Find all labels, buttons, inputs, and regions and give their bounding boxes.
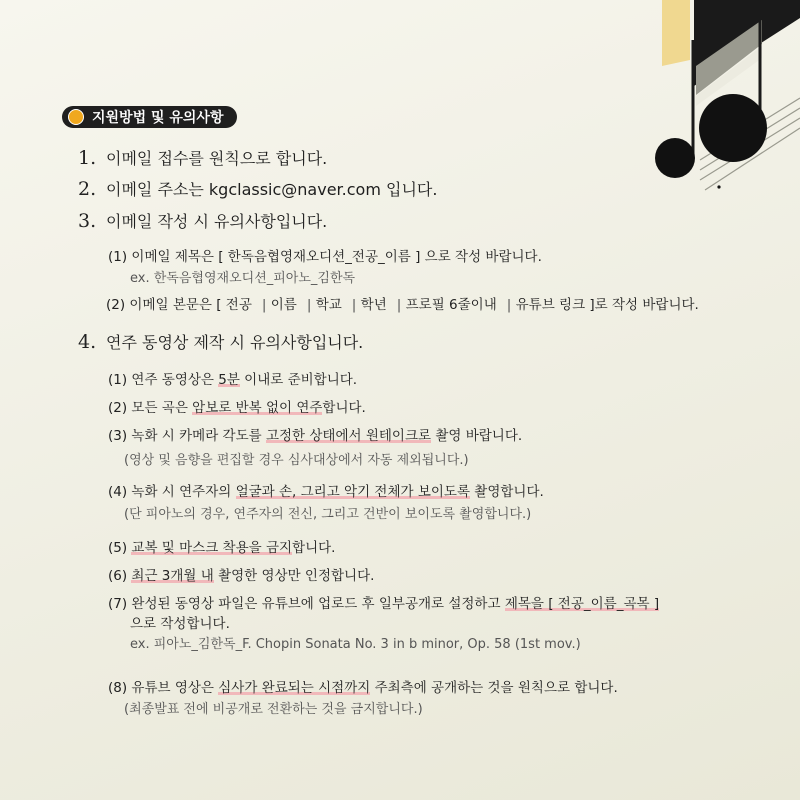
body-rule-part: 학년 bbox=[360, 297, 387, 313]
video-rule-3: (3) 녹화 시 카메라 각도를 고정한 상태에서 원테이크로 촬영 바랍니다. bbox=[108, 428, 523, 444]
bullet-dot-icon bbox=[68, 109, 84, 125]
video-rule-4-note: (단 피아노의 경우, 연주자의 전신, 그리고 건반이 보이도록 촬영합니다.) bbox=[124, 507, 532, 522]
highlight: 얼굴과 손, 그리고 악기 전체가 보이도록 bbox=[235, 484, 470, 500]
item-number: 3. bbox=[78, 210, 97, 232]
section-title: 지원방법 및 유의사항 bbox=[92, 110, 224, 126]
item-text: 연주 동영상 제작 시 유의사항입니다. bbox=[106, 333, 364, 352]
video-rule-7-example: ex. 피아노_김한독_F. Chopin Sonata No. 3 in b minor, Op. 58 (1st mov.) bbox=[130, 637, 581, 652]
list-item-4 bbox=[78, 330, 363, 353]
body-rule-part: 프로필 6줄이내 bbox=[405, 297, 497, 313]
item-number: 2. bbox=[78, 178, 97, 200]
list-item-3 bbox=[78, 209, 327, 232]
video-rule-4: (4) 녹화 시 연주자의 얼굴과 손, 그리고 악기 전체가 보이도록 촬영합니다. bbox=[108, 484, 544, 500]
video-rule-2: (2) 모든 곡은 암보로 반복 없이 연주합니다. bbox=[108, 400, 366, 416]
note-head-left bbox=[655, 138, 695, 178]
item-text: 이메일 작성 시 유의사항입니다. bbox=[106, 212, 328, 231]
note-gray-bar bbox=[696, 20, 762, 95]
video-rule-5: (5) 교복 및 마스크 착용을 금지합니다. bbox=[108, 540, 336, 556]
video-rule-7-cont: 으로 작성합니다. bbox=[130, 616, 230, 632]
note-black-beam bbox=[694, 0, 800, 86]
video-rule-8: (8) 유튜브 영상은 심사가 완료되는 시점까지 주최측에 공개하는 것을 원칙으로 합니다. bbox=[108, 680, 618, 696]
item-text: 이메일 주소는 kgclassic@naver.com 입니다. bbox=[106, 180, 438, 199]
video-rule-1: (1) 연주 동영상은 5분 이내로 준비합니다. bbox=[108, 372, 358, 388]
note-light-bar bbox=[696, 46, 762, 106]
highlight: 교복 및 마스크 착용을 금지 bbox=[131, 540, 293, 556]
section-header bbox=[62, 106, 237, 128]
highlight: 최근 3개월 내 bbox=[131, 568, 214, 584]
highlight: 심사가 완료되는 시점까지 bbox=[218, 680, 371, 696]
list-item-2 bbox=[78, 177, 437, 200]
item-number: 1. bbox=[78, 147, 97, 169]
body-rule-part: 유튜브 링크 ]로 작성 바랍니다. bbox=[515, 297, 699, 313]
video-rule-3-note: (영상 및 음향을 편집할 경우 심사대상에서 자동 제외됩니다.) bbox=[124, 453, 469, 468]
video-rule-6: (6) 최근 3개월 내 촬영한 영상만 인정합니다. bbox=[108, 568, 375, 584]
email-subject-rule: (1) 이메일 제목은 [ 한독음협영재오디션_전공_이름 ] 으로 작성 바랍니다. bbox=[108, 249, 542, 265]
highlight: 제목을 [ 전공_이름_곡목 ] bbox=[504, 596, 660, 612]
body-rule-prefix: (2) 이메일 본문은 [ 전공 bbox=[106, 297, 252, 313]
highlight: 고정한 상태에서 원테이크로 bbox=[265, 428, 432, 444]
email-subject-example: ex. 한독음협영재오디션_피아노_김한독 bbox=[130, 271, 356, 286]
video-rule-7: (7) 완성된 동영상 파일은 유튜브에 업로드 후 일부공개로 설정하고 제목을 [ 전공_이름_곡목 ] bbox=[108, 596, 660, 612]
item-text: 이메일 접수를 원칙으로 합니다. bbox=[106, 149, 328, 168]
body-rule-part: 학교 bbox=[315, 297, 342, 313]
item-number: 4. bbox=[78, 331, 97, 353]
email-body-rule: (2) 이메일 본문은 [ 전공 | 이름 | 학교 | 학년 | 프로필 6줄이내 | 유튜브 링크 ]로 작성 바랍니다. bbox=[106, 297, 699, 313]
list-item-1 bbox=[78, 146, 327, 169]
body-rule-part: 이름 bbox=[270, 297, 297, 313]
note-head-right bbox=[699, 94, 767, 162]
highlight: 암보로 반복 없이 연주 bbox=[192, 400, 323, 416]
highlight: 5분 bbox=[218, 372, 240, 388]
video-rule-8-note: (최종발표 전에 비공개로 전환하는 것을 금지합니다.) bbox=[124, 702, 423, 717]
note-gold-bar bbox=[662, 0, 690, 66]
